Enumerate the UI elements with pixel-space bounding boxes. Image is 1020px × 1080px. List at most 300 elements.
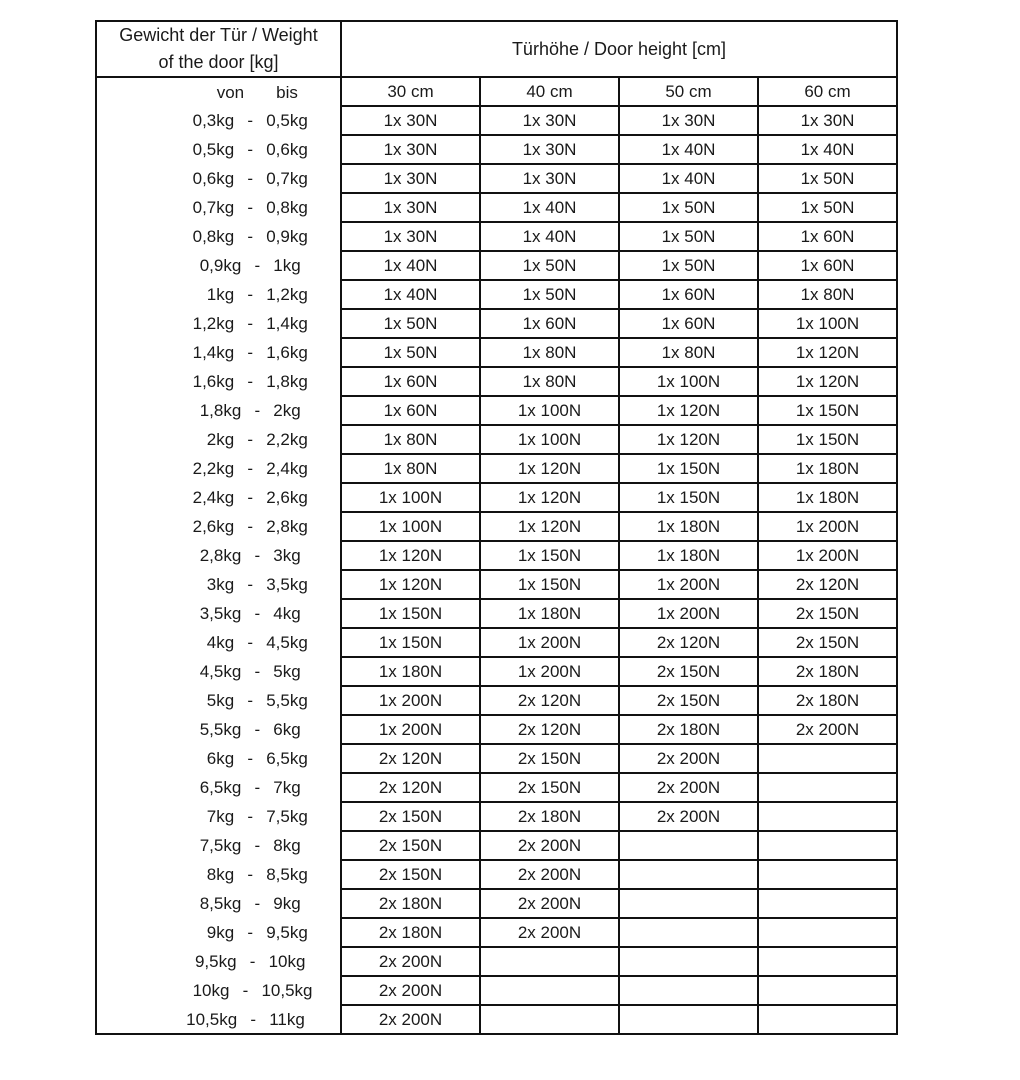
gas-spring-selection-sheet	[95, 20, 898, 1035]
spring-spec-cell-50cm: 1x 120N	[619, 396, 758, 425]
spring-spec-cell-60cm	[758, 773, 897, 802]
spring-spec-cell-50cm	[619, 947, 758, 976]
weight-from: 1,2kg	[192, 314, 235, 333]
weight-from: 0,5kg	[192, 140, 235, 159]
weight-from: 2,8kg	[199, 546, 242, 565]
spring-spec-cell-30cm: 2x 180N	[341, 918, 480, 947]
weight-from: 0,9kg	[199, 256, 242, 275]
spring-spec-cell-60cm: 1x 120N	[758, 338, 897, 367]
range-separator: -	[247, 169, 254, 188]
range-separator: -	[247, 372, 254, 391]
weight-range-cell	[96, 860, 341, 889]
table-row	[96, 367, 897, 396]
weight-from: 4,5kg	[199, 662, 242, 681]
weight-from: 1,8kg	[199, 401, 242, 420]
spring-spec-cell-60cm: 1x 200N	[758, 541, 897, 570]
weight-from: 0,3kg	[192, 111, 235, 130]
weight-from: 8,5kg	[199, 894, 242, 913]
weight-to: 6,5kg	[266, 749, 308, 768]
table-row	[96, 251, 897, 280]
weight-range-cell	[96, 947, 341, 976]
weight-range-cell	[96, 773, 341, 802]
spring-spec-cell-40cm: 2x 120N	[480, 686, 619, 715]
spring-spec-cell-40cm: 2x 200N	[480, 889, 619, 918]
spring-spec-cell-50cm	[619, 976, 758, 1005]
weight-to: 1,6kg	[266, 343, 308, 362]
spring-spec-cell-50cm	[619, 1005, 758, 1034]
weight-range-cell	[96, 744, 341, 773]
range-separator: -	[247, 517, 254, 536]
spring-spec-cell-60cm	[758, 947, 897, 976]
weight-from: 5kg	[206, 691, 235, 710]
weight-from: 3kg	[206, 575, 235, 594]
table-row	[96, 831, 897, 860]
spring-spec-cell-50cm	[619, 918, 758, 947]
range-separator: -	[247, 227, 254, 246]
spring-spec-cell-30cm: 1x 50N	[341, 309, 480, 338]
weight-to: 0,6kg	[266, 140, 308, 159]
table-row	[96, 744, 897, 773]
range-separator: -	[254, 662, 261, 681]
spring-spec-cell-50cm: 1x 60N	[619, 309, 758, 338]
range-separator: -	[249, 952, 256, 971]
spring-spec-cell-40cm: 1x 40N	[480, 222, 619, 251]
weight-range-cell	[96, 1005, 341, 1034]
column-header-60cm: 60 cm	[758, 77, 897, 106]
spring-spec-cell-40cm: 1x 100N	[480, 396, 619, 425]
table-row	[96, 657, 897, 686]
range-separator: -	[247, 807, 254, 826]
weight-from: 0,8kg	[192, 227, 235, 246]
weight-column-header	[96, 21, 341, 77]
table-row	[96, 802, 897, 831]
table-row	[96, 889, 897, 918]
spring-spec-cell-60cm: 1x 200N	[758, 512, 897, 541]
weight-to: 9kg	[273, 894, 301, 913]
weight-from: 6kg	[206, 749, 235, 768]
spring-spec-cell-60cm: 2x 120N	[758, 570, 897, 599]
spring-spec-cell-50cm: 1x 50N	[619, 193, 758, 222]
range-separator: -	[247, 140, 254, 159]
range-separator: -	[247, 314, 254, 333]
range-separator: -	[247, 749, 254, 768]
range-separator: -	[254, 720, 261, 739]
spring-spec-cell-40cm: 1x 150N	[480, 541, 619, 570]
spring-spec-cell-30cm: 2x 200N	[341, 947, 480, 976]
spring-spec-cell-60cm	[758, 744, 897, 773]
weight-to: 10kg	[268, 952, 306, 971]
spring-spec-cell-30cm: 1x 180N	[341, 657, 480, 686]
weight-to: 1,8kg	[266, 372, 308, 391]
weight-from: 2,2kg	[192, 459, 235, 478]
spring-spec-cell-40cm: 1x 30N	[480, 106, 619, 135]
spring-spec-cell-50cm: 2x 200N	[619, 773, 758, 802]
spring-spec-cell-30cm: 1x 30N	[341, 106, 480, 135]
table-row	[96, 309, 897, 338]
weight-to: 8kg	[273, 836, 301, 855]
spring-spec-cell-40cm: 1x 60N	[480, 309, 619, 338]
table-row	[96, 164, 897, 193]
weight-from: 1kg	[206, 285, 235, 304]
spring-spec-cell-40cm: 1x 80N	[480, 367, 619, 396]
range-separator: -	[247, 343, 254, 362]
spring-spec-cell-60cm	[758, 860, 897, 889]
table-row	[96, 628, 897, 657]
spring-spec-cell-60cm	[758, 831, 897, 860]
weight-to: 3,5kg	[266, 575, 308, 594]
spring-spec-cell-30cm: 2x 200N	[341, 1005, 480, 1034]
weight-range-cell	[96, 599, 341, 628]
spring-spec-cell-50cm: 2x 150N	[619, 686, 758, 715]
range-separator: -	[247, 488, 254, 507]
spring-spec-cell-40cm: 2x 180N	[480, 802, 619, 831]
table-row	[96, 918, 897, 947]
weight-range-cell	[96, 251, 341, 280]
weight-to: 7,5kg	[266, 807, 308, 826]
door-height-header: Türhöhe / Door height [cm]	[341, 21, 897, 77]
spring-spec-cell-40cm	[480, 1005, 619, 1034]
spring-spec-cell-50cm: 1x 50N	[619, 251, 758, 280]
spring-spec-cell-60cm: 1x 40N	[758, 135, 897, 164]
spring-spec-cell-50cm: 2x 200N	[619, 744, 758, 773]
weight-to: 4,5kg	[266, 633, 308, 652]
spring-spec-cell-60cm: 1x 50N	[758, 164, 897, 193]
spring-spec-cell-60cm	[758, 889, 897, 918]
weight-range-cell	[96, 657, 341, 686]
spring-spec-cell-30cm: 1x 80N	[341, 425, 480, 454]
spring-spec-cell-40cm: 1x 40N	[480, 193, 619, 222]
weight-header-line-2: of the door [kg]	[158, 52, 279, 72]
spring-spec-cell-60cm: 2x 150N	[758, 628, 897, 657]
spring-spec-cell-60cm: 1x 150N	[758, 396, 897, 425]
spring-spec-cell-30cm: 1x 100N	[341, 483, 480, 512]
table-row	[96, 773, 897, 802]
spring-spec-cell-50cm: 2x 120N	[619, 628, 758, 657]
spring-spec-cell-30cm: 1x 150N	[341, 599, 480, 628]
spring-spec-cell-30cm: 1x 120N	[341, 541, 480, 570]
weight-range-cell	[96, 367, 341, 396]
spring-spec-cell-50cm	[619, 831, 758, 860]
spring-spec-cell-50cm: 1x 200N	[619, 570, 758, 599]
weight-to: 0,7kg	[266, 169, 308, 188]
weight-to: 5kg	[273, 662, 301, 681]
weight-range-cell	[96, 686, 341, 715]
weight-to: 8,5kg	[266, 865, 308, 884]
spring-spec-cell-50cm: 2x 200N	[619, 802, 758, 831]
weight-to: 0,5kg	[266, 111, 308, 130]
spring-spec-cell-40cm: 1x 50N	[480, 251, 619, 280]
weight-from: 1,6kg	[192, 372, 235, 391]
range-separator: -	[247, 923, 254, 942]
weight-range-cell	[96, 541, 341, 570]
spring-spec-cell-40cm: 2x 200N	[480, 918, 619, 947]
table-row	[96, 541, 897, 570]
weight-from: 2,6kg	[192, 517, 235, 536]
range-separator: -	[254, 256, 261, 275]
weight-to: 9,5kg	[266, 923, 308, 942]
spring-spec-cell-30cm: 2x 150N	[341, 831, 480, 860]
weight-range-cell	[96, 338, 341, 367]
table-row	[96, 686, 897, 715]
range-separator: -	[254, 894, 261, 913]
weight-from: 3,5kg	[199, 604, 242, 623]
weight-from: 7,5kg	[199, 836, 242, 855]
weight-range-cell	[96, 628, 341, 657]
weight-from: 10kg	[192, 981, 230, 1000]
weight-from: 2,4kg	[192, 488, 235, 507]
weight-to: 2,4kg	[266, 459, 308, 478]
weight-range-cell	[96, 396, 341, 425]
spring-spec-cell-50cm: 1x 40N	[619, 135, 758, 164]
table-row	[96, 425, 897, 454]
spring-spec-cell-60cm: 2x 180N	[758, 657, 897, 686]
spring-spec-cell-40cm: 1x 180N	[480, 599, 619, 628]
weight-range-cell	[96, 831, 341, 860]
spring-spec-cell-30cm: 1x 50N	[341, 338, 480, 367]
weight-range-cell	[96, 222, 341, 251]
table-row	[96, 106, 897, 135]
table-title-row	[96, 21, 897, 77]
spring-spec-cell-60cm: 1x 50N	[758, 193, 897, 222]
spring-spec-cell-50cm: 1x 150N	[619, 483, 758, 512]
spring-spec-cell-60cm	[758, 918, 897, 947]
weight-to: 11kg	[269, 1009, 305, 1029]
spring-spec-cell-40cm	[480, 976, 619, 1005]
spring-spec-cell-50cm: 1x 60N	[619, 280, 758, 309]
range-separator: -	[250, 1009, 257, 1029]
weight-range-cell	[96, 976, 341, 1005]
spring-spec-cell-30cm: 1x 120N	[341, 570, 480, 599]
table-row	[96, 715, 897, 744]
spring-spec-cell-30cm: 1x 60N	[341, 396, 480, 425]
spring-spec-cell-40cm: 1x 120N	[480, 483, 619, 512]
spring-spec-cell-30cm: 2x 120N	[341, 773, 480, 802]
spring-spec-cell-30cm: 1x 100N	[341, 512, 480, 541]
spring-spec-cell-40cm	[480, 947, 619, 976]
weight-range-cell	[96, 425, 341, 454]
weight-range-cell	[96, 802, 341, 831]
table-row	[96, 570, 897, 599]
spring-spec-cell-40cm: 1x 120N	[480, 512, 619, 541]
spring-spec-cell-50cm: 1x 100N	[619, 367, 758, 396]
table-row	[96, 860, 897, 889]
range-separator: -	[254, 604, 261, 623]
weight-from: 0,7kg	[192, 198, 235, 217]
spring-spec-cell-60cm: 1x 60N	[758, 251, 897, 280]
spring-spec-cell-30cm: 1x 60N	[341, 367, 480, 396]
spring-spec-cell-60cm: 1x 120N	[758, 367, 897, 396]
weight-from: 8kg	[206, 865, 235, 884]
spring-spec-cell-30cm: 2x 120N	[341, 744, 480, 773]
weight-from: 1,4kg	[192, 343, 235, 362]
spring-spec-cell-40cm: 1x 30N	[480, 164, 619, 193]
table-row	[96, 396, 897, 425]
spring-spec-cell-50cm: 1x 120N	[619, 425, 758, 454]
spring-spec-cell-30cm: 2x 180N	[341, 889, 480, 918]
spring-spec-cell-50cm: 2x 180N	[619, 715, 758, 744]
weight-range-cell	[96, 193, 341, 222]
range-separator: -	[247, 285, 254, 304]
weight-range-cell	[96, 570, 341, 599]
range-separator: -	[247, 865, 254, 884]
weight-from: 9,5kg	[194, 952, 237, 971]
weight-to: 2,8kg	[266, 517, 308, 536]
spring-spec-cell-30cm: 2x 200N	[341, 976, 480, 1005]
spring-spec-cell-40cm: 1x 150N	[480, 570, 619, 599]
spring-spec-cell-40cm: 2x 150N	[480, 773, 619, 802]
to-label: bis	[276, 82, 298, 102]
spring-spec-cell-50cm	[619, 889, 758, 918]
spring-spec-cell-40cm: 1x 100N	[480, 425, 619, 454]
range-separator: -	[254, 546, 261, 565]
column-header-40cm: 40 cm	[480, 77, 619, 106]
weight-from: 2kg	[206, 430, 235, 449]
spring-spec-cell-60cm	[758, 976, 897, 1005]
spring-spec-cell-60cm: 1x 180N	[758, 483, 897, 512]
range-separator: -	[247, 459, 254, 478]
range-separator: -	[247, 633, 254, 652]
range-separator: -	[247, 575, 254, 594]
spring-spec-cell-50cm: 1x 80N	[619, 338, 758, 367]
range-separator: -	[254, 401, 261, 420]
spring-spec-cell-40cm: 1x 200N	[480, 657, 619, 686]
range-separator: -	[247, 111, 254, 130]
spring-spec-cell-60cm: 1x 150N	[758, 425, 897, 454]
weight-from: 7kg	[206, 807, 235, 826]
weight-range-cell	[96, 512, 341, 541]
spring-spec-cell-60cm: 2x 180N	[758, 686, 897, 715]
spring-spec-cell-60cm: 1x 60N	[758, 222, 897, 251]
table-row	[96, 135, 897, 164]
range-separator: -	[242, 981, 249, 1000]
range-separator: -	[254, 778, 261, 797]
spring-spec-cell-40cm: 1x 80N	[480, 338, 619, 367]
spring-spec-cell-60cm	[758, 802, 897, 831]
spring-spec-cell-60cm: 1x 180N	[758, 454, 897, 483]
table-row	[96, 976, 897, 1005]
spring-spec-cell-40cm: 2x 200N	[480, 831, 619, 860]
weight-to: 1kg	[273, 256, 301, 275]
table-row	[96, 947, 897, 976]
column-header-row	[96, 77, 897, 106]
weight-from: 10,5kg	[186, 1009, 238, 1029]
spring-spec-cell-60cm: 2x 200N	[758, 715, 897, 744]
spring-spec-cell-50cm: 1x 180N	[619, 512, 758, 541]
weight-to: 4kg	[273, 604, 301, 623]
spring-spec-cell-30cm: 1x 40N	[341, 251, 480, 280]
weight-range-cell	[96, 889, 341, 918]
from-label: von	[216, 82, 245, 102]
spring-spec-cell-50cm: 1x 30N	[619, 106, 758, 135]
weight-from: 4kg	[206, 633, 235, 652]
spring-spec-cell-30cm: 1x 80N	[341, 454, 480, 483]
table-row	[96, 512, 897, 541]
column-header-50cm: 50 cm	[619, 77, 758, 106]
spring-spec-cell-30cm: 2x 150N	[341, 802, 480, 831]
weight-range-cell	[96, 454, 341, 483]
weight-from: 6,5kg	[199, 778, 242, 797]
spring-spec-cell-40cm: 2x 150N	[480, 744, 619, 773]
range-separator: -	[247, 430, 254, 449]
range-separator: -	[247, 198, 254, 217]
weight-to: 7kg	[273, 778, 301, 797]
spring-spec-cell-50cm: 1x 150N	[619, 454, 758, 483]
weight-to: 6kg	[273, 720, 301, 739]
spring-spec-cell-50cm: 1x 200N	[619, 599, 758, 628]
spring-spec-cell-60cm: 2x 150N	[758, 599, 897, 628]
table-row	[96, 338, 897, 367]
weight-to: 2,6kg	[266, 488, 308, 507]
table-row	[96, 1005, 897, 1034]
weight-range-cell	[96, 309, 341, 338]
table-row	[96, 454, 897, 483]
table-row	[96, 193, 897, 222]
table-row	[96, 483, 897, 512]
weight-range-cell	[96, 135, 341, 164]
weight-to: 2,2kg	[266, 430, 308, 449]
weight-from: 5,5kg	[199, 720, 242, 739]
spring-spec-cell-60cm	[758, 1005, 897, 1034]
spring-spec-cell-30cm: 1x 30N	[341, 164, 480, 193]
spring-spec-cell-30cm: 2x 150N	[341, 860, 480, 889]
spring-spec-cell-40cm: 1x 50N	[480, 280, 619, 309]
weight-range-cell	[96, 715, 341, 744]
spring-spec-cell-60cm: 1x 100N	[758, 309, 897, 338]
from-to-header	[96, 77, 341, 106]
spring-spec-cell-50cm: 1x 50N	[619, 222, 758, 251]
weight-range-cell	[96, 280, 341, 309]
column-header-30cm: 30 cm	[341, 77, 480, 106]
spring-spec-cell-30cm: 1x 150N	[341, 628, 480, 657]
weight-range-cell	[96, 106, 341, 135]
weight-to: 10,5kg	[261, 981, 313, 1000]
weight-to: 0,9kg	[266, 227, 308, 246]
weight-to: 1,4kg	[266, 314, 308, 333]
spring-spec-cell-40cm: 1x 200N	[480, 628, 619, 657]
spring-spec-cell-60cm: 1x 30N	[758, 106, 897, 135]
table-row	[96, 280, 897, 309]
spring-spec-cell-50cm: 1x 40N	[619, 164, 758, 193]
spring-spec-cell-60cm: 1x 80N	[758, 280, 897, 309]
weight-to: 5,5kg	[266, 691, 308, 710]
weight-range-cell	[96, 483, 341, 512]
spring-spec-cell-30cm: 1x 30N	[341, 135, 480, 164]
weight-range-cell	[96, 164, 341, 193]
weight-range-cell	[96, 918, 341, 947]
weight-from: 9kg	[206, 923, 235, 942]
spring-spec-cell-50cm	[619, 860, 758, 889]
spring-spec-cell-40cm: 2x 120N	[480, 715, 619, 744]
weight-to: 1,2kg	[266, 285, 308, 304]
table-row	[96, 222, 897, 251]
gas-spring-table	[95, 20, 898, 1035]
spring-spec-cell-30cm: 1x 200N	[341, 715, 480, 744]
spring-spec-cell-40cm: 1x 120N	[480, 454, 619, 483]
spring-spec-cell-50cm: 1x 180N	[619, 541, 758, 570]
weight-header-line-1: Gewicht der Tür / Weight	[119, 25, 318, 45]
weight-to: 3kg	[273, 546, 301, 565]
weight-from: 0,6kg	[192, 169, 235, 188]
range-separator: -	[254, 836, 261, 855]
spring-spec-cell-40cm: 1x 30N	[480, 135, 619, 164]
spring-spec-cell-30cm: 1x 40N	[341, 280, 480, 309]
spring-spec-cell-30cm: 1x 200N	[341, 686, 480, 715]
spring-spec-cell-40cm: 2x 200N	[480, 860, 619, 889]
spring-spec-cell-30cm: 1x 30N	[341, 193, 480, 222]
table-row	[96, 599, 897, 628]
spring-spec-cell-30cm: 1x 30N	[341, 222, 480, 251]
weight-to: 0,8kg	[266, 198, 308, 217]
